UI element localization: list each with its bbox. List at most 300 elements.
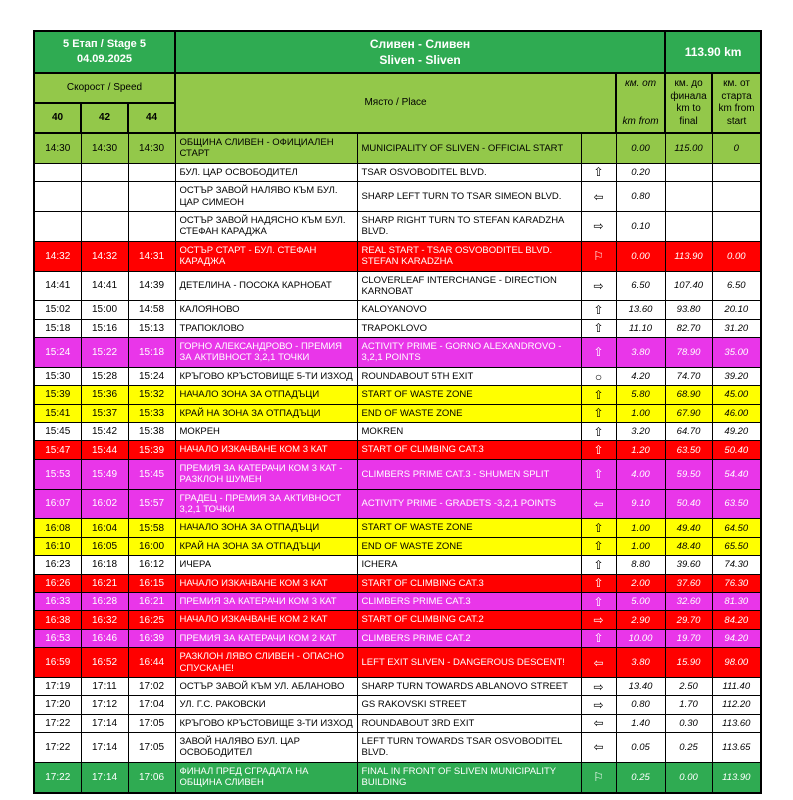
time-40-cell: 15:45 — [34, 423, 81, 441]
time-44-cell: 16:00 — [128, 537, 175, 555]
time-42-cell: 16:04 — [81, 519, 128, 537]
time-44-cell: 15:58 — [128, 519, 175, 537]
time-42-cell: 17:11 — [81, 677, 128, 695]
km-to-final-cell: 59.50 — [665, 459, 712, 489]
place-bg-cell: УЛ. Г.С. РАКОВСКИ — [175, 696, 357, 714]
route-book-table — [33, 30, 762, 794]
direction-cell — [581, 211, 616, 241]
place-en-cell: ACTIVITY PRIME - GRADETS -3,2,1 POINTS — [357, 489, 581, 519]
table-header-row-speed — [34, 73, 761, 103]
place-en-cell: MUNICIPALITY OF SLIVEN - OFFICIAL START — [357, 133, 581, 163]
place-bg-cell: ОСТЪР ЗАВОЙ НАДЯСНО КЪМ БУЛ. СТЕФАН КАРАДЖА — [175, 211, 357, 241]
km-to-final-cell: 63.50 — [665, 441, 712, 459]
km-to-final-cell: 115.00 — [665, 133, 712, 163]
direction-cell — [581, 441, 616, 459]
km-from-cell: 1.00 — [616, 537, 665, 555]
right-arrow-icon: ⇨ — [593, 219, 604, 234]
table-row — [34, 537, 761, 555]
km-from-start-cell: 81.30 — [712, 592, 761, 610]
table-row — [34, 629, 761, 647]
time-44-cell: 15:13 — [128, 319, 175, 337]
place-bg-cell: ПРЕМИЯ ЗА КАТЕРАЧИ КОМ 3 КАТ — [175, 592, 357, 610]
table-row — [34, 762, 761, 792]
km-from-cell: 0.10 — [616, 211, 665, 241]
time-40-cell: 17:22 — [34, 733, 81, 763]
km-from-start-cell: 74.30 — [712, 556, 761, 574]
place-bg-cell: НАЧАЛО ИЗКАЧВАНЕ КОМ 3 КАТ — [175, 441, 357, 459]
table-row — [34, 459, 761, 489]
km-to-final-cell: 1.70 — [665, 696, 712, 714]
km-from-cell: 0.05 — [616, 733, 665, 763]
place-bg-cell: ОСТЪР ЗАВОЙ КЪМ УЛ. АБЛАНОВО — [175, 677, 357, 695]
direction-cell — [581, 301, 616, 319]
place-en-cell: FINAL IN FRONT OF SLIVEN MUNICIPALITY BUILDING — [357, 762, 581, 792]
km-from-start-cell: 94.20 — [712, 629, 761, 647]
time-42-cell: 16:02 — [81, 489, 128, 519]
place-bg-cell: ФИНАЛ ПРЕД СГРАДАТА НА ОБЩИНА СЛИВЕН — [175, 762, 357, 792]
direction-cell — [581, 182, 616, 212]
km-to-final-cell: 113.90 — [665, 241, 712, 271]
time-40-cell — [34, 182, 81, 212]
up-arrow-icon: ⇧ — [593, 467, 604, 482]
place-bg-cell: ОСТЪР ЗАВОЙ НАЛЯВО КЪМ БУЛ. ЦАР СИМЕОН — [175, 182, 357, 212]
km-to-final-cell: 78.90 — [665, 338, 712, 368]
direction-cell — [581, 629, 616, 647]
up-arrow-icon: ⇧ — [593, 576, 604, 591]
time-42-cell: 14:32 — [81, 241, 128, 271]
km-from-start-cell: 113.90 — [712, 762, 761, 792]
time-40-cell: 15:30 — [34, 367, 81, 385]
km-from-start-header-bg: км. от старта — [721, 78, 752, 102]
km-to-final-cell: 48.40 — [665, 537, 712, 555]
place-en-cell: SHARP LEFT TURN TO TSAR SIMEON BLVD. — [357, 182, 581, 212]
direction-cell — [581, 459, 616, 489]
place-en-cell: CLOVERLEAF INTERCHANGE - DIRECTION KARNOBAT — [357, 271, 581, 301]
up-arrow-icon: ⇧ — [593, 539, 604, 554]
stage-label: 5 Етап / Stage 5 — [63, 38, 146, 51]
up-arrow-icon: ⇧ — [593, 406, 604, 421]
direction-cell — [581, 556, 616, 574]
km-from-start-cell: 76.30 — [712, 574, 761, 592]
place-bg-cell: ПРЕМИЯ ЗА КАТЕРАЧИ КОМ 2 КАТ — [175, 629, 357, 647]
km-from-start-cell: 45.00 — [712, 386, 761, 404]
place-en-cell: START OF CLIMBING CAT.2 — [357, 611, 581, 629]
place-bg-cell: ОСТЪР СТАРТ - БУЛ. СТЕФАН КАРАДЖА — [175, 241, 357, 271]
direction-cell — [581, 271, 616, 301]
place-bg-cell: ИЧЕРА — [175, 556, 357, 574]
left-arrow-icon: ⇦ — [593, 740, 604, 755]
place-en-cell: ROUNDABOUT 3RD EXIT — [357, 714, 581, 732]
km-from-cell: 3.80 — [616, 338, 665, 368]
time-44-cell: 16:21 — [128, 592, 175, 610]
km-to-final-cell: 15.90 — [665, 648, 712, 678]
time-44-cell: 17:05 — [128, 714, 175, 732]
km-from-start-cell: 111.40 — [712, 677, 761, 695]
time-40-cell: 16:08 — [34, 519, 81, 537]
table-row — [34, 441, 761, 459]
time-40-cell: 17:22 — [34, 762, 81, 792]
time-40-cell: 15:53 — [34, 459, 81, 489]
right-arrow-icon: ⇨ — [593, 278, 604, 293]
place-header: Място / Place — [175, 73, 616, 133]
km-to-final-cell: 107.40 — [665, 271, 712, 301]
flag-icon: ⚐ — [593, 770, 604, 785]
place-bg-cell: КРЪГОВО КРЪСТОВИЩЕ 3-ТИ ИЗХОД — [175, 714, 357, 732]
place-en-cell: CLIMBERS PRIME CAT.2 — [357, 629, 581, 647]
table-row — [34, 489, 761, 519]
time-40-cell: 17:22 — [34, 714, 81, 732]
direction-cell — [581, 648, 616, 678]
direction-cell — [581, 677, 616, 695]
km-from-cell: 5.00 — [616, 592, 665, 610]
up-arrow-icon: ⇧ — [593, 631, 604, 646]
km-from-cell: 4.00 — [616, 459, 665, 489]
time-44-cell: 15:32 — [128, 386, 175, 404]
time-42-cell: 17:14 — [81, 714, 128, 732]
time-42-cell: 15:16 — [81, 319, 128, 337]
stage-distance-cell: 113.90 km — [665, 31, 761, 73]
km-from-start-cell: 63.50 — [712, 489, 761, 519]
place-bg-cell: КРАЙ НА ЗОНА ЗА ОТПАДЪЦИ — [175, 537, 357, 555]
place-en-cell: END OF WASTE ZONE — [357, 537, 581, 555]
km-to-final-cell: 0.25 — [665, 733, 712, 763]
time-40-cell: 16:38 — [34, 611, 81, 629]
km-to-final-header-bg: км. до финала — [670, 78, 707, 102]
up-arrow-icon: ⇧ — [593, 345, 604, 360]
km-from-start-cell: 31.20 — [712, 319, 761, 337]
time-44-cell: 15:57 — [128, 489, 175, 519]
time-42-cell — [81, 163, 128, 181]
place-en-cell: START OF WASTE ZONE — [357, 386, 581, 404]
time-44-cell: 15:33 — [128, 404, 175, 422]
km-from-cell: 8.80 — [616, 556, 665, 574]
direction-cell — [581, 696, 616, 714]
time-44-cell: 16:12 — [128, 556, 175, 574]
table-row — [34, 211, 761, 241]
km-from-start-header — [712, 73, 761, 133]
time-44-cell: 16:15 — [128, 574, 175, 592]
place-bg-cell: ПРЕМИЯ ЗА КАТЕРАЧИ КОМ 3 КАТ - РАЗКЛОН ШУМЕН — [175, 459, 357, 489]
place-bg-cell: НАЧАЛО ЗОНА ЗА ОТПАДЪЦИ — [175, 519, 357, 537]
km-from-cell: 10.00 — [616, 629, 665, 647]
table-row — [34, 271, 761, 301]
time-42-cell: 16:18 — [81, 556, 128, 574]
km-from-cell: 1.40 — [616, 714, 665, 732]
direction-cell — [581, 241, 616, 271]
table-row — [34, 733, 761, 763]
km-from-cell: 2.00 — [616, 574, 665, 592]
km-from-start-cell: 6.50 — [712, 271, 761, 301]
time-42-cell — [81, 182, 128, 212]
time-40-cell: 15:39 — [34, 386, 81, 404]
stage-title-cell — [175, 31, 665, 73]
time-44-cell: 17:05 — [128, 733, 175, 763]
time-40-cell: 15:47 — [34, 441, 81, 459]
time-44-cell: 17:06 — [128, 762, 175, 792]
up-arrow-icon: ⇧ — [593, 443, 604, 458]
time-40-cell: 17:19 — [34, 677, 81, 695]
direction-cell — [581, 367, 616, 385]
direction-cell — [581, 574, 616, 592]
km-to-final-cell — [665, 211, 712, 241]
right-arrow-icon: ⇨ — [593, 613, 604, 628]
place-en-cell: MOKREN — [357, 423, 581, 441]
place-bg-cell: НАЧАЛО ИЗКАЧВАНЕ КОМ 3 КАТ — [175, 574, 357, 592]
place-bg-cell: НАЧАЛО ЗОНА ЗА ОТПАДЪЦИ — [175, 386, 357, 404]
table-row — [34, 556, 761, 574]
direction-cell — [581, 404, 616, 422]
time-44-cell: 16:25 — [128, 611, 175, 629]
km-from-start-cell: 113.65 — [712, 733, 761, 763]
place-en-cell: START OF CLIMBING CAT.3 — [357, 574, 581, 592]
direction-cell — [581, 319, 616, 337]
place-bg-cell: ДЕТЕЛИНА - ПОСОКА КАРНОБАТ — [175, 271, 357, 301]
km-to-final-cell — [665, 163, 712, 181]
table-row — [34, 338, 761, 368]
time-40-cell — [34, 211, 81, 241]
km-from-cell: 4.20 — [616, 367, 665, 385]
up-arrow-icon: ⇧ — [593, 594, 604, 609]
km-from-start-cell: 46.00 — [712, 404, 761, 422]
route-rows — [34, 133, 761, 793]
speed-44-header: 44 — [128, 103, 175, 133]
time-42-cell: 15:36 — [81, 386, 128, 404]
place-bg-cell: НАЧАЛО ИЗКАЧВАНЕ КОМ 2 КАТ — [175, 611, 357, 629]
time-40-cell: 16:59 — [34, 648, 81, 678]
km-from-cell: 0.25 — [616, 762, 665, 792]
km-from-cell: 1.00 — [616, 519, 665, 537]
km-from-start-header-en: km from start — [718, 103, 755, 127]
table-row — [34, 714, 761, 732]
time-42-cell: 15:22 — [81, 338, 128, 368]
speed-header: Скорост / Speed — [34, 73, 175, 103]
time-44-cell — [128, 211, 175, 241]
place-en-cell: ROUNDABOUT 5TH EXIT — [357, 367, 581, 385]
direction-cell — [581, 386, 616, 404]
time-42-cell: 17:12 — [81, 696, 128, 714]
place-en-cell: TSAR OSVOBODITEL BLVD. — [357, 163, 581, 181]
direction-cell — [581, 611, 616, 629]
km-from-cell: 0.00 — [616, 241, 665, 271]
table-row — [34, 574, 761, 592]
time-40-cell: 16:33 — [34, 592, 81, 610]
up-arrow-icon: ⇧ — [593, 424, 604, 439]
time-44-cell — [128, 182, 175, 212]
place-en-cell: END OF WASTE ZONE — [357, 404, 581, 422]
time-42-cell: 16:05 — [81, 537, 128, 555]
km-from-start-cell: 65.50 — [712, 537, 761, 555]
km-from-start-cell — [712, 163, 761, 181]
table-row — [34, 319, 761, 337]
time-42-cell: 16:52 — [81, 648, 128, 678]
place-en-cell: LEFT TURN TOWARDS TSAR OSVOBODITEL BLVD. — [357, 733, 581, 763]
time-42-cell: 16:32 — [81, 611, 128, 629]
direction-cell — [581, 163, 616, 181]
km-from-header-en: km from — [622, 115, 659, 127]
time-40-cell: 15:18 — [34, 319, 81, 337]
place-en-cell: START OF WASTE ZONE — [357, 519, 581, 537]
up-arrow-icon: ⇧ — [593, 387, 604, 402]
km-from-cell: 0.00 — [616, 133, 665, 163]
time-44-cell: 14:58 — [128, 301, 175, 319]
km-from-start-cell: 84.20 — [712, 611, 761, 629]
speed-42-header: 42 — [81, 103, 128, 133]
time-44-cell: 16:44 — [128, 648, 175, 678]
km-to-final-cell: 74.70 — [665, 367, 712, 385]
roundabout-icon: ○ — [594, 369, 603, 384]
place-bg-cell: ТРАПОКЛОВО — [175, 319, 357, 337]
table-row — [34, 133, 761, 163]
km-from-cell: 0.80 — [616, 182, 665, 212]
table-row — [34, 423, 761, 441]
km-to-final-cell: 49.40 — [665, 519, 712, 537]
km-from-cell: 13.40 — [616, 677, 665, 695]
left-arrow-icon: ⇦ — [593, 189, 604, 204]
table-row — [34, 404, 761, 422]
table-row — [34, 611, 761, 629]
direction-cell — [581, 423, 616, 441]
place-en-cell: START OF CLIMBING CAT.3 — [357, 441, 581, 459]
km-from-start-cell: 0.00 — [712, 241, 761, 271]
time-42-cell: 15:44 — [81, 441, 128, 459]
time-42-cell: 15:28 — [81, 367, 128, 385]
time-40-cell: 16:23 — [34, 556, 81, 574]
km-to-final-cell — [665, 182, 712, 212]
km-from-start-cell: 20.10 — [712, 301, 761, 319]
km-from-start-cell: 54.40 — [712, 459, 761, 489]
km-from-start-cell: 113.60 — [712, 714, 761, 732]
right-arrow-icon: ⇨ — [593, 697, 604, 712]
time-44-cell: 15:39 — [128, 441, 175, 459]
table-row — [34, 241, 761, 271]
km-to-final-cell: 2.50 — [665, 677, 712, 695]
table-row — [34, 163, 761, 181]
place-bg-cell: ГОРНО АЛЕКСАНДРОВО - ПРЕМИЯ ЗА АКТИВНОСТ 3,2,1 ТОЧКИ — [175, 338, 357, 368]
time-42-cell — [81, 211, 128, 241]
place-en-cell: CLIMBERS PRIME CAT.3 — [357, 592, 581, 610]
km-to-final-cell: 93.80 — [665, 301, 712, 319]
km-from-cell: 2.90 — [616, 611, 665, 629]
direction-cell — [581, 762, 616, 792]
time-42-cell: 14:41 — [81, 271, 128, 301]
table-row — [34, 592, 761, 610]
time-40-cell: 16:26 — [34, 574, 81, 592]
left-arrow-icon: ⇦ — [593, 496, 604, 511]
direction-cell — [581, 489, 616, 519]
km-from-start-cell: 64.50 — [712, 519, 761, 537]
time-44-cell: 16:39 — [128, 629, 175, 647]
time-40-cell — [34, 163, 81, 181]
direction-cell — [581, 733, 616, 763]
left-arrow-icon: ⇦ — [593, 716, 604, 731]
stage-title-en: Sliven - Sliven — [379, 53, 461, 67]
stage-info-cell — [34, 31, 175, 73]
up-arrow-icon: ⇧ — [593, 521, 604, 536]
km-from-start-cell: 35.00 — [712, 338, 761, 368]
place-en-cell: KALOYANOVO — [357, 301, 581, 319]
table-row — [34, 367, 761, 385]
time-44-cell: 14:39 — [128, 271, 175, 301]
km-from-cell: 11.10 — [616, 319, 665, 337]
km-from-cell: 0.20 — [616, 163, 665, 181]
km-to-final-cell: 29.70 — [665, 611, 712, 629]
km-from-start-cell: 49.20 — [712, 423, 761, 441]
km-to-final-header — [665, 73, 712, 133]
place-bg-cell: ЗАВОЙ НАЛЯВО БУЛ. ЦАР ОСВОБОДИТЕЛ — [175, 733, 357, 763]
up-arrow-icon: ⇧ — [593, 302, 604, 317]
speed-40-header: 40 — [34, 103, 81, 133]
km-from-start-cell: 112.20 — [712, 696, 761, 714]
place-en-cell: ACTIVITY PRIME - GORNO ALEXANDROVO - 3,2,1 POINTS — [357, 338, 581, 368]
km-from-start-cell: 50.40 — [712, 441, 761, 459]
km-to-final-cell: 82.70 — [665, 319, 712, 337]
direction-cell — [581, 133, 616, 163]
time-42-cell: 15:49 — [81, 459, 128, 489]
km-to-final-cell: 37.60 — [665, 574, 712, 592]
place-bg-cell: КРЪГОВО КРЪСТОВИЩЕ 5-ТИ ИЗХОД — [175, 367, 357, 385]
place-bg-cell: МОКРЕН — [175, 423, 357, 441]
km-from-cell: 3.80 — [616, 648, 665, 678]
km-from-header — [616, 73, 665, 133]
time-42-cell: 16:21 — [81, 574, 128, 592]
km-from-cell: 6.50 — [616, 271, 665, 301]
time-44-cell: 15:45 — [128, 459, 175, 489]
right-arrow-icon: ⇨ — [593, 679, 604, 694]
stage-title-bg: Сливен - Сливен — [369, 36, 471, 51]
time-40-cell: 14:32 — [34, 241, 81, 271]
time-42-cell: 15:42 — [81, 423, 128, 441]
time-40-cell: 14:41 — [34, 271, 81, 301]
place-en-cell: GS RAKOVSKI STREET — [357, 696, 581, 714]
time-42-cell: 15:37 — [81, 404, 128, 422]
table-row — [34, 677, 761, 695]
km-from-header-bg: км. от — [625, 78, 657, 89]
table-row — [34, 301, 761, 319]
place-en-cell: CLIMBERS PRIME CAT.3 - SHUMEN SPLIT — [357, 459, 581, 489]
km-to-final-cell: 32.60 — [665, 592, 712, 610]
place-bg-cell: КРАЙ НА ЗОНА ЗА ОТПАДЪЦИ — [175, 404, 357, 422]
direction-cell — [581, 537, 616, 555]
place-bg-cell: ОБЩИНА СЛИВЕН - ОФИЦИАЛЕН СТАРТ — [175, 133, 357, 163]
place-en-cell: LEFT EXIT SLIVEN - DANGEROUS DESCENT! — [357, 648, 581, 678]
time-42-cell: 15:00 — [81, 301, 128, 319]
time-42-cell: 16:46 — [81, 629, 128, 647]
table-row — [34, 696, 761, 714]
km-from-cell: 13.60 — [616, 301, 665, 319]
km-from-cell: 0.80 — [616, 696, 665, 714]
table-row — [34, 182, 761, 212]
time-40-cell: 15:02 — [34, 301, 81, 319]
time-44-cell: 14:30 — [128, 133, 175, 163]
place-bg-cell: РАЗКЛОН ЛЯВО СЛИВЕН - ОПАСНО СПУСКАНЕ! — [175, 648, 357, 678]
table-header-row-top — [34, 31, 761, 73]
km-from-start-cell — [712, 182, 761, 212]
km-from-start-cell — [712, 211, 761, 241]
time-42-cell: 17:14 — [81, 733, 128, 763]
time-40-cell: 16:07 — [34, 489, 81, 519]
time-44-cell: 15:24 — [128, 367, 175, 385]
place-en-cell: SHARP TURN TOWARDS ABLANOVO STREET — [357, 677, 581, 695]
place-bg-cell: КАЛОЯНОВО — [175, 301, 357, 319]
left-arrow-icon: ⇦ — [593, 655, 604, 670]
km-to-final-cell: 19.70 — [665, 629, 712, 647]
km-to-final-cell: 68.90 — [665, 386, 712, 404]
km-from-start-cell: 0 — [712, 133, 761, 163]
direction-cell — [581, 592, 616, 610]
km-to-final-cell: 0.30 — [665, 714, 712, 732]
km-from-start-cell: 98.00 — [712, 648, 761, 678]
km-from-cell: 5.80 — [616, 386, 665, 404]
